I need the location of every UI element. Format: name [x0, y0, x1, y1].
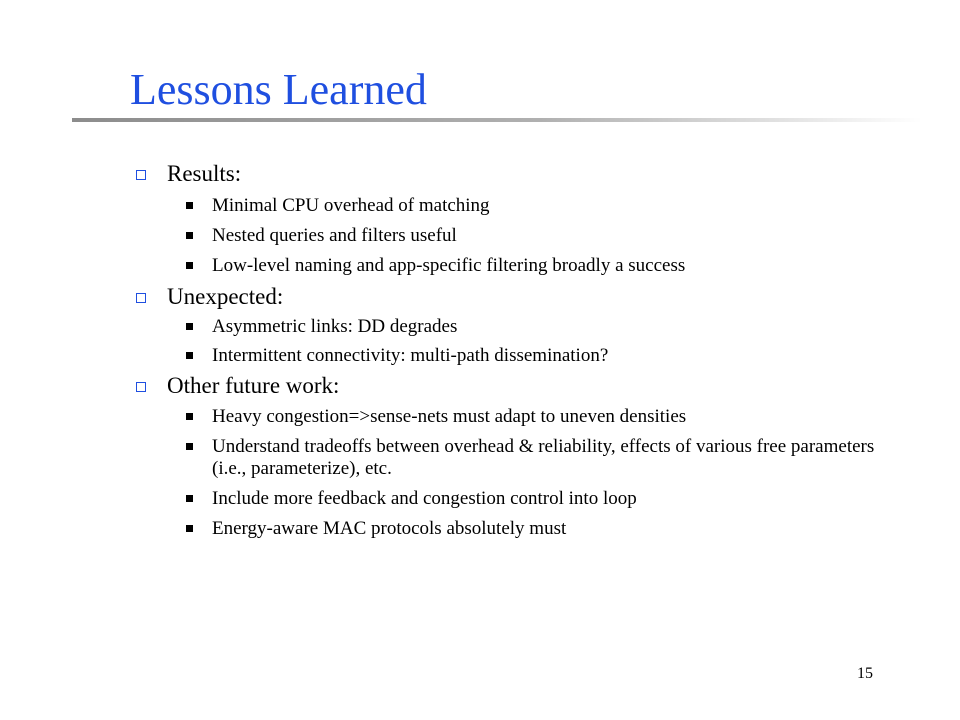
section-heading-text: Other future work: — [167, 373, 340, 398]
filled-square-icon — [186, 443, 193, 450]
filled-square-icon — [186, 413, 193, 420]
hollow-square-icon — [136, 293, 146, 303]
section-heading — [136, 283, 283, 311]
filled-square-icon — [186, 232, 193, 239]
list-item — [186, 195, 906, 217]
section-heading-text: Results: — [167, 161, 242, 186]
filled-square-icon — [186, 495, 193, 502]
filled-square-icon — [186, 352, 193, 359]
page-number: 15 — [857, 665, 873, 682]
filled-square-icon — [186, 262, 193, 269]
list-item — [186, 488, 906, 510]
list-item-text: Asymmetric links: DD degrades — [212, 316, 458, 337]
hollow-square-icon — [136, 382, 146, 392]
list-item-text: Low-level naming and app-specific filtering broadly a success — [212, 255, 686, 276]
list-item — [186, 518, 906, 540]
list-item-text: Include more feedback and congestion control into loop — [212, 488, 637, 509]
list-item — [186, 255, 906, 277]
filled-square-icon — [186, 202, 193, 209]
section-heading-text: Unexpected: — [167, 284, 284, 309]
list-item-text: Heavy congestion=>sense-nets must adapt to uneven densities — [212, 406, 687, 427]
title-divider — [72, 118, 922, 122]
list-item — [186, 316, 906, 338]
hollow-square-icon — [136, 170, 146, 180]
list-item — [186, 436, 906, 480]
section-heading — [136, 372, 339, 400]
filled-square-icon — [186, 525, 193, 532]
list-item — [186, 406, 906, 428]
list-item — [186, 345, 906, 367]
list-item — [186, 225, 906, 247]
filled-square-icon — [186, 323, 193, 330]
section-heading — [136, 160, 241, 188]
list-item-text: Nested queries and filters useful — [212, 225, 457, 246]
list-item-text: Intermittent connectivity: multi-path dissemination? — [212, 345, 609, 366]
list-item-text: Understand tradeoffs between overhead & reliability, effects of various free parameters (i.e., parameterize), etc. — [212, 436, 875, 479]
list-item-text: Energy-aware MAC protocols absolutely must — [212, 518, 567, 539]
list-item-text: Minimal CPU overhead of matching — [212, 195, 490, 216]
slide-title: Lessons Learned — [130, 65, 427, 114]
